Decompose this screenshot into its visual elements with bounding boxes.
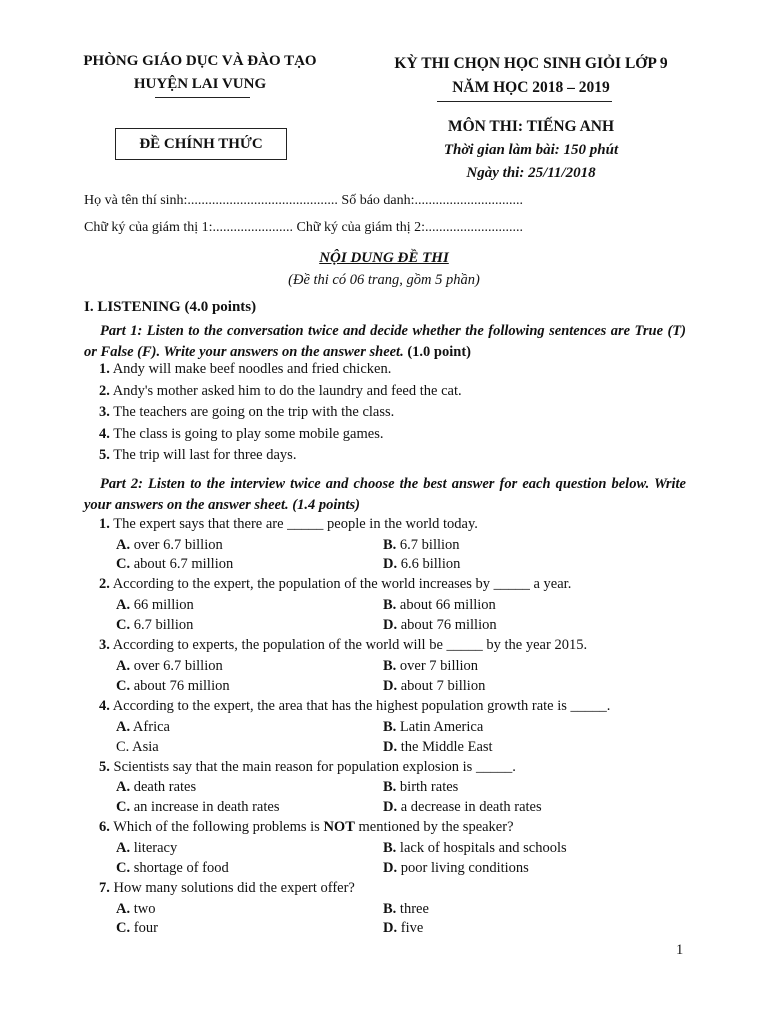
option-letter: B. [383,719,397,735]
option [383,859,529,877]
option-text: about 66 million [396,597,496,613]
question [99,818,514,836]
option-letter: D. [383,739,398,755]
exam-duration: Thời gian làm bài: 150 phút [443,142,619,158]
item-number: 3. [99,404,110,420]
option-text: shortage of food [130,860,229,876]
option [383,798,542,816]
part1-instruction-text: Part 1: Listen to the conversation twice and decide whether the following sentences are True (T) or False (F). Write your answers on the answer sheet. [84,323,686,360]
option [383,900,429,918]
part1-item [99,425,383,443]
option [383,839,567,857]
option-letter: B. [383,537,397,553]
option-text: over 6.7 billion [130,658,223,674]
option-letter: D. [383,860,398,876]
option-text: about 76 million [130,678,230,694]
question-text: Scientists say that the main reason for population explosion is _____. [109,759,516,775]
question [99,879,355,897]
option-text: four [130,920,158,936]
question [99,697,610,715]
item-text: The class is going to play some mobile games. [109,426,384,442]
part2-instruction: Part 2: Listen to the interview twice and choose the best answer for each question below. Write your answers on the answer sheet. (1.4 points) [84,476,686,513]
option-letter: D. [383,556,398,572]
option [116,859,229,877]
option [383,677,485,695]
question-number: 5. [99,759,110,775]
option-text: the Middle East [397,739,493,755]
question-text: The expert says that there are _____ people in the world today. [109,516,478,532]
school-year: NĂM HỌC 2018 – 2019 [452,79,610,96]
question [99,758,516,776]
option-text: 6.7 billion [396,537,460,553]
option [116,738,159,756]
option-text: about 7 billion [397,678,486,694]
option-text: birth rates [396,779,459,795]
exam-title: KỲ THI CHỌN HỌC SINH GIỎI LỚP 9 [394,55,668,72]
question-number: 7. [99,880,110,896]
option-letter: A. [116,901,131,917]
option-letter: C. [116,678,131,694]
item-text: The teachers are going on the trip with the class. [109,404,395,420]
option-text: 66 million [130,597,194,613]
option [383,738,493,756]
question [99,575,571,593]
option [116,536,223,554]
option-text: 6.6 billion [397,556,461,572]
option [383,919,423,937]
option [116,798,279,816]
question-number: 2. [99,576,110,592]
option-text: over 6.7 billion [130,537,223,553]
option-text: a decrease in death rates [397,799,542,815]
department-name: PHÒNG GIÁO DỤC VÀ ĐÀO TẠO [83,53,317,69]
official-exam-stamp: ĐỀ CHÍNH THỨC [115,128,287,160]
option [116,596,194,614]
option [116,718,170,736]
item-number: 4. [99,426,110,442]
option-text: Africa [130,719,170,735]
option [383,616,497,634]
question [99,515,478,533]
option [116,616,193,634]
question-number: 1. [99,516,110,532]
option-letter: D. [383,678,398,694]
option-letter: C. [116,739,130,755]
content-subtitle: (Đề thi có 06 trang, gồm 5 phần) [288,272,480,288]
invigilator-signature-field: Chữ ký của giám thị 1:....................... Chữ ký của giám thị 2:............................ [84,220,524,235]
option-text: two [130,901,156,917]
option-text: over 7 billion [396,658,479,674]
part1-points: (1.0 point) [407,344,471,360]
option-letter: D. [383,617,398,633]
question-text: According to experts, the population of the world will be _____ by the year 2015. [109,637,588,653]
question-number: 4. [99,698,110,714]
option [116,555,233,573]
option [383,555,460,573]
option-letter: B. [383,901,397,917]
option [383,657,478,675]
option-letter: A. [116,537,131,553]
option-letter: D. [383,920,398,936]
option [383,778,458,796]
option-letter: B. [383,597,397,613]
option-text: death rates [130,779,197,795]
option [116,778,196,796]
content-title: NỘI DUNG ĐỀ THI [319,250,449,266]
question-text-end: mentioned by the speaker? [354,819,514,835]
option-text: Asia [129,739,159,755]
option-letter: B. [383,840,397,856]
question [99,636,587,654]
option-letter: A. [116,719,131,735]
option [116,657,223,675]
option-text: five [397,920,424,936]
question-text: According to the expert, the area that has the highest population growth rate is _____. [109,698,611,714]
option [383,536,460,554]
part1-item [99,446,296,464]
option [116,919,158,937]
option-letter: C. [116,617,131,633]
option-letter: A. [116,658,131,674]
option-text: 6.7 billion [130,617,194,633]
option-letter: C. [116,556,131,572]
part1-instruction [84,321,686,363]
option [116,900,155,918]
option-text: an increase in death rates [130,799,280,815]
exam-date: Ngày thi: 25/11/2018 [466,165,596,181]
option-text: about 76 million [397,617,497,633]
question-text: How many solutions did the expert offer? [109,880,355,896]
question-emphasis: NOT [323,819,355,835]
option [383,596,496,614]
option-text: poor living conditions [397,860,529,876]
option-text: lack of hospitals and schools [396,840,567,856]
district-name: HUYỆN LAI VUNG [133,76,267,92]
item-number: 1. [99,361,110,377]
item-number: 2. [99,383,110,399]
district-underline [155,97,250,98]
option-letter: B. [383,658,397,674]
option-text: three [396,901,429,917]
exam-subject: MÔN THI: TIẾNG ANH [447,118,615,135]
option-letter: A. [116,779,131,795]
question-text: Which of the following problems is [109,819,324,835]
question-text: According to the expert, the population of the world increases by _____ a year. [109,576,572,592]
option-letter: C. [116,920,131,936]
school-year-underline [437,101,612,102]
option-letter: C. [116,860,131,876]
option-letter: A. [116,597,131,613]
page-number: 1 [676,942,684,958]
section-heading: I. LISTENING (4.0 points) [84,299,257,315]
option [383,718,483,736]
item-text: Andy will make beef noodles and fried chicken. [109,361,392,377]
option-text: Latin America [396,719,484,735]
option-letter: A. [116,840,131,856]
part1-item [99,360,391,378]
candidate-name-field: Họ và tên thí sinh:........................................... Số báo danh:............................... [84,193,524,208]
part1-item [99,382,462,400]
option-text: about 6.7 million [130,556,234,572]
part1-item [99,403,394,421]
item-text: Andy's mother asked him to do the laundry and feed the cat. [109,383,462,399]
option-letter: B. [383,779,397,795]
option-text: literacy [130,840,178,856]
option-letter: D. [383,799,398,815]
item-number: 5. [99,447,110,463]
option-letter: C. [116,799,131,815]
question-number: 3. [99,637,110,653]
question-number: 6. [99,819,110,835]
item-text: The trip will last for three days. [109,447,297,463]
option [116,839,177,857]
option [116,677,230,695]
